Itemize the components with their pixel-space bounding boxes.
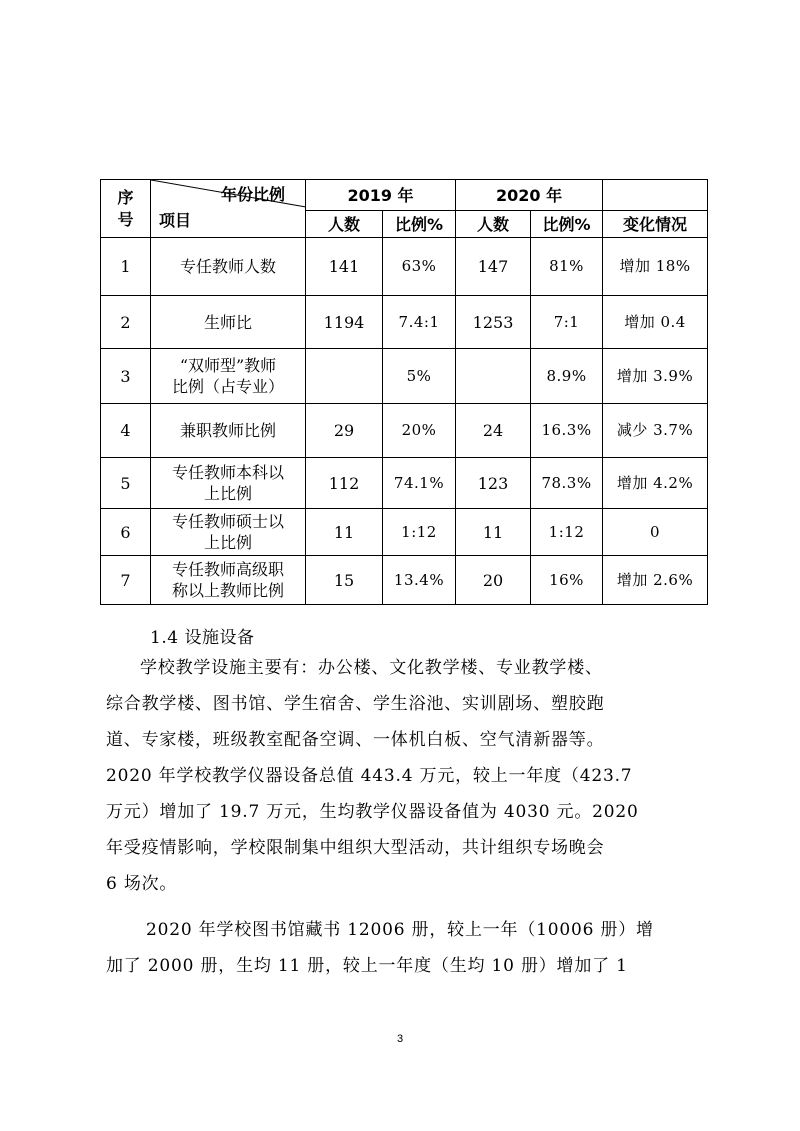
row-item [151, 296, 306, 349]
row-item [151, 404, 306, 458]
year-2020-header: 2020 年 [456, 180, 603, 211]
count-2020 [456, 349, 531, 404]
table-row [101, 556, 708, 605]
ratio-2020: 81% [531, 238, 603, 296]
change: 增加 3.9% [603, 349, 708, 404]
row-item [151, 349, 306, 404]
diag-top-label: 年份比例 [220, 185, 285, 204]
row-number: 7 [101, 556, 151, 605]
paragraph-line: 万元）增加了 19.7 万元，生均教学仪器设备值为 4030 元。2020 [106, 802, 639, 822]
ratio-2020: 7:1 [531, 296, 603, 349]
row-item-line: 专任教师人数 [179, 257, 276, 276]
row-number: 3 [101, 349, 151, 404]
col-count-2019: 人数 [306, 211, 383, 238]
count-2019: 15 [306, 556, 383, 605]
row-number: 1 [101, 238, 151, 296]
row-item [151, 556, 306, 605]
row-item-line: 上比例 [203, 484, 252, 503]
count-2020: 20 [456, 556, 531, 605]
table-row [101, 404, 708, 458]
col-ratio-2019: 比例% [383, 211, 456, 238]
count-2020: 123 [456, 458, 531, 509]
ratio-2020: 8.9% [531, 349, 603, 404]
count-2020: 147 [456, 238, 531, 296]
paragraph-facilities [106, 650, 706, 902]
count-2019: 141 [306, 238, 383, 296]
row-item-line: 专任教师高级职 [171, 560, 284, 579]
count-2019: 1194 [306, 296, 383, 349]
ratio-2019: 7.4:1 [383, 296, 456, 349]
row-item-line: 比例（占专业） [171, 377, 284, 396]
row-item-line: 上比例 [203, 533, 252, 552]
paragraph-line: 2020 年学校教学仪器设备总值 443.4 万元，较上一年度（423.7 [106, 766, 633, 786]
count-2020: 24 [456, 404, 531, 458]
col-ratio-2020: 比例% [531, 211, 603, 238]
table-row [101, 349, 708, 404]
table-row [101, 238, 708, 296]
row-number: 6 [101, 509, 151, 556]
row-number: 2 [101, 296, 151, 349]
page-number: 3 [396, 1033, 404, 1045]
stats-table [100, 179, 708, 605]
paragraph-line: 6 场次。 [106, 874, 178, 894]
table-row [101, 296, 708, 349]
col-count-2020: 人数 [456, 211, 531, 238]
change: 增加 4.2% [603, 458, 708, 509]
ratio-2019: 20% [383, 404, 456, 458]
change: 0 [603, 509, 708, 556]
paragraph-line: 年受疫情影响，学校限制集中组织大型活动，共计组织专场晚会 [106, 838, 605, 858]
count-2019: 11 [306, 509, 383, 556]
seq-header-bottom: 号 [117, 209, 134, 229]
row-item [151, 509, 306, 556]
paragraph-line: 学校教学设施主要有：办公楼、文化教学楼、专业教学楼、 [140, 658, 603, 678]
count-2019: 112 [306, 458, 383, 509]
ratio-2019: 63% [383, 238, 456, 296]
change: 增加 2.6% [603, 556, 708, 605]
count-2019 [306, 349, 383, 404]
ratio-2020: 16.3% [531, 404, 603, 458]
section-heading: 1.4 设施设备 [150, 628, 255, 648]
row-item-line: 生师比 [203, 312, 252, 332]
table-row [101, 509, 708, 556]
col-change: 变化情况 [603, 211, 708, 238]
diag-bottom-label: 项目 [159, 211, 192, 230]
empty-header-cell [603, 180, 708, 211]
change: 增加 18% [603, 238, 708, 296]
count-2020: 1253 [456, 296, 531, 349]
paragraph-line: 2020 年学校图书馆藏书 12006 册，较上一年（10006 册）增 [146, 920, 654, 940]
ratio-2019: 1:12 [383, 509, 456, 556]
table-row [101, 458, 708, 509]
ratio-2020: 78.3% [531, 458, 603, 509]
row-item-line: 专任教师硕士以 [171, 512, 284, 531]
row-item-line: “双师型”教师 [179, 356, 277, 375]
change: 增加 0.4 [603, 296, 708, 349]
year-2019-header: 2019 年 [306, 180, 456, 211]
seq-header-top: 序 [117, 187, 134, 207]
row-item [151, 458, 306, 509]
row-item-line: 兼职教师比例 [179, 421, 276, 440]
diagonal-header-cell [151, 180, 306, 238]
change: 减少 3.7% [603, 404, 708, 458]
row-item-line: 称以上教师比例 [171, 581, 284, 600]
ratio-2019: 5% [383, 349, 456, 404]
ratio-2020: 1:12 [531, 509, 603, 556]
seq-header [101, 180, 151, 238]
paragraph-line: 道、专家楼，班级教室配备空调、一体机白板、空气清新器等。 [106, 730, 605, 750]
ratio-2020: 16% [531, 556, 603, 605]
ratio-2019: 74.1% [383, 458, 456, 509]
row-item [151, 238, 306, 296]
count-2020: 11 [456, 509, 531, 556]
row-number: 4 [101, 404, 151, 458]
row-number: 5 [101, 458, 151, 509]
ratio-2019: 13.4% [383, 556, 456, 605]
paragraph-library [106, 912, 706, 984]
paragraph-line: 加了 2000 册，生均 11 册，较上一年度（生均 10 册）增加了 1 [106, 956, 628, 976]
row-item-line: 专任教师本科以 [171, 463, 284, 482]
count-2019: 29 [306, 404, 383, 458]
paragraph-line: 综合教学楼、图书馆、学生宿舍、学生浴池、实训剧场、塑胶跑 [106, 694, 605, 714]
